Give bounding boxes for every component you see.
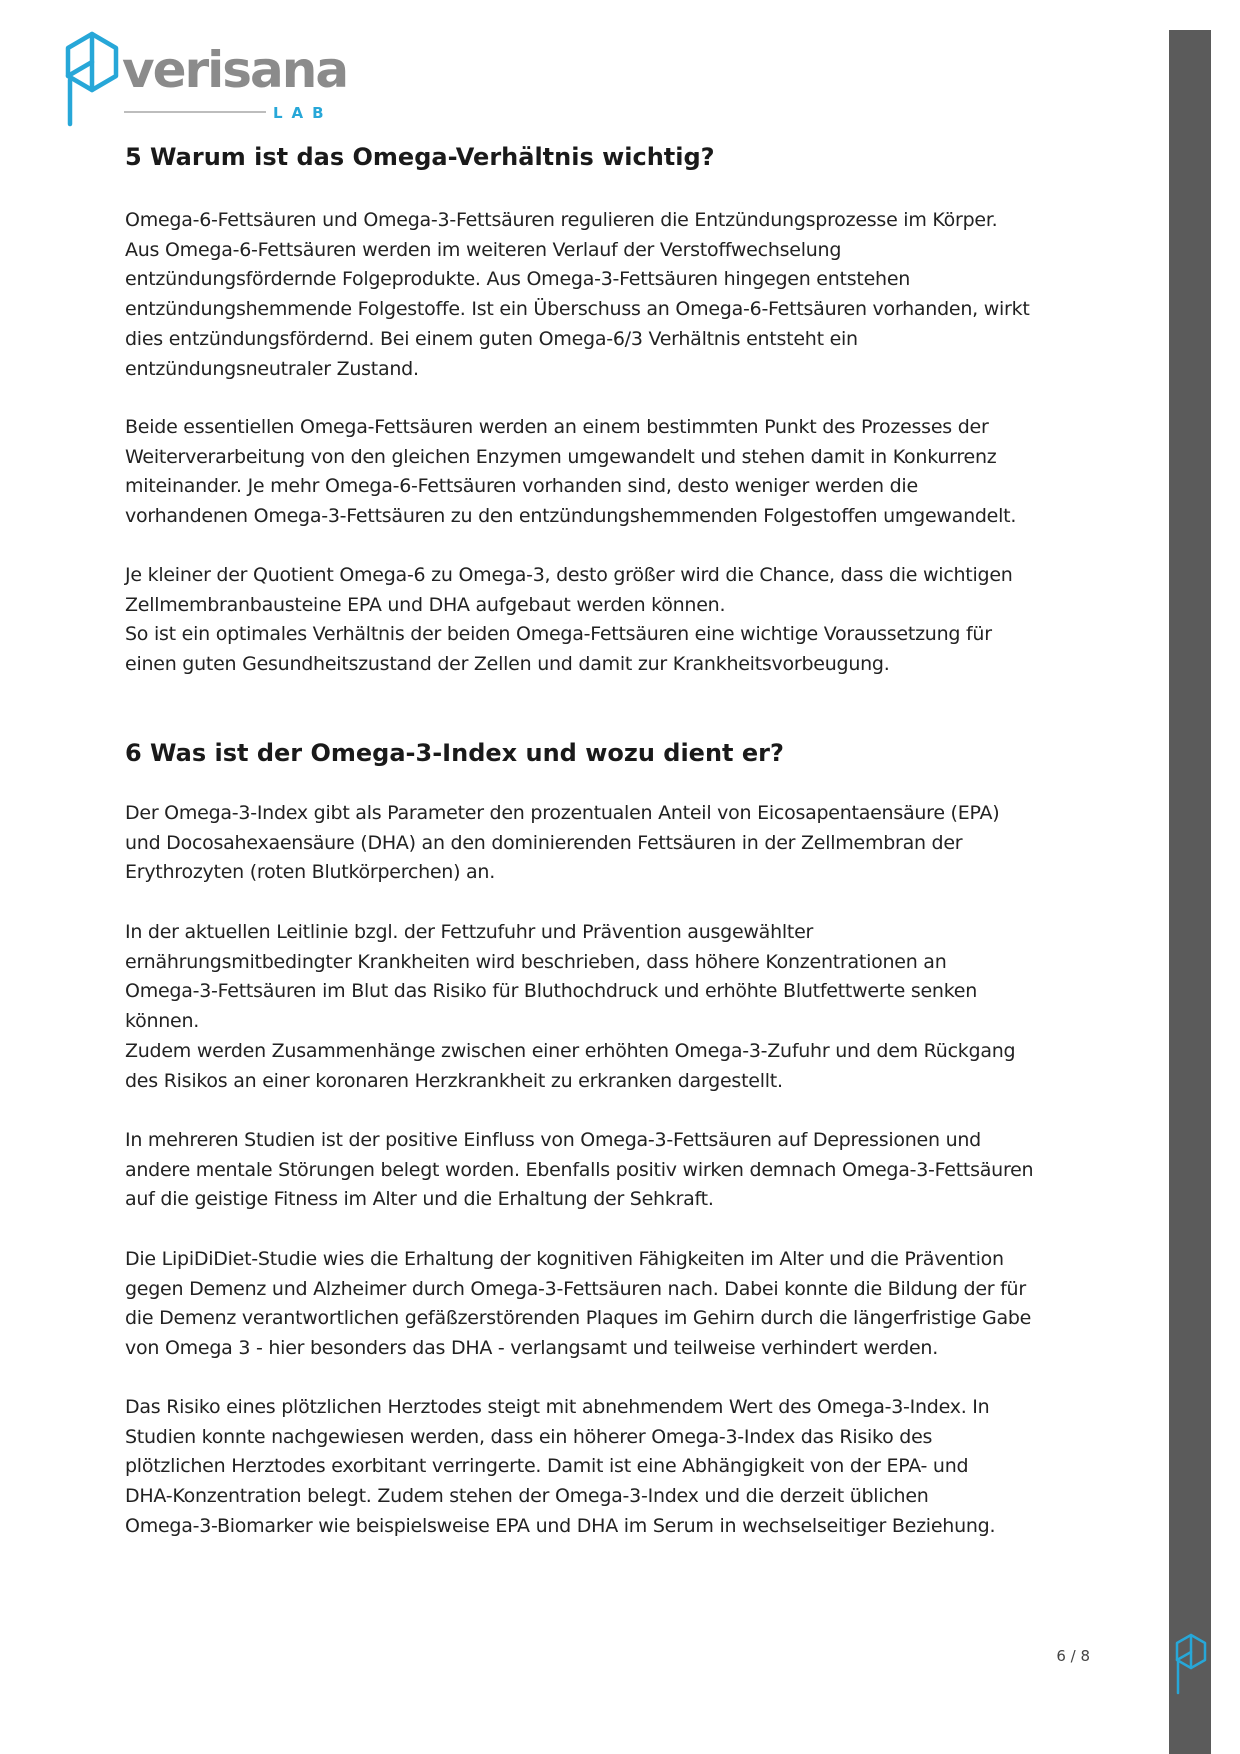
text-line: Omega-6-Fettsäuren und Omega-3-Fettsäuren regulieren die Entzündungsprozesse im Körper.: [125, 209, 998, 231]
section-heading: 6 Was ist der Omega-3-Index und wozu dient er?: [125, 739, 784, 767]
text-line: Je kleiner der Quotient Omega-6 zu Omega-3, desto größer wird die Chance, dass die wichtigen: [125, 564, 1013, 586]
text-line: gegen Demenz und Alzheimer durch Omega-3-Fettsäuren nach. Dabei konnte die Bildung der für: [125, 1277, 1026, 1300]
text-line: plötzlichen Herztodes exorbitant verringerte. Damit ist eine Abhängigkeit von der EPA- und: [125, 1455, 969, 1478]
text-line: andere mentale Störungen belegt worden. Ebenfalls positiv wirken demnach Omega-3-Fettsäuren: [125, 1158, 1034, 1181]
text-line: Zudem werden Zusammenhänge zwischen einer erhöhten Omega-3-Zufuhr und dem Rückgang: [125, 1039, 1016, 1062]
hexagon-pin-icon: [68, 34, 116, 124]
text-line: Weiterverarbeitung von den gleichen Enzymen umgewandelt und stehen damit in Konkurrenz: [125, 445, 997, 468]
text-line: So ist ein optimales Verhältnis der beiden Omega-Fettsäuren eine wichtige Voraussetzung für: [125, 623, 992, 646]
paragraph: [125, 561, 1013, 680]
text-line: und Docosahexaensäure (DHA) an den dominierenden Fettsäuren in der Zellmembran der: [125, 831, 963, 854]
text-line: Studien konnte nachgewiesen werden, dass ein höherer Omega-3-Index das Risiko des: [125, 1425, 933, 1448]
text-line: vorhandenen Omega-3-Fettsäuren zu den entzündungshemmenden Folgestoffen umgewandelt.: [125, 505, 1017, 528]
logo-wordmark: verisana: [122, 41, 348, 99]
sidebar-logo-mark: [1169, 1633, 1211, 1699]
verisana-lab-logo: [58, 30, 378, 128]
text-line: Aus Omega-6-Fettsäuren werden im weiteren Verlauf der Verstoffwechselung: [125, 238, 842, 261]
text-line: Das Risiko eines plötzlichen Herztodes steigt mit abnehmendem Wert des Omega-3-Index. In: [125, 1396, 990, 1418]
text-line: Beide essentiellen Omega-Fettsäuren werden an einem bestimmten Punkt des Prozesses der: [125, 416, 989, 438]
hexagon-pin-icon: [1177, 1635, 1205, 1693]
logo-subtext: LAB: [273, 104, 333, 122]
text-line: In mehreren Studien ist der positive Einfluss von Omega-3-Fettsäuren auf Depressionen und: [125, 1129, 981, 1151]
paragraph: [125, 413, 1016, 532]
text-line: Die LipiDiDiet-Studie wies die Erhaltung der kognitiven Fähigkeiten im Alter und die Prävention: [125, 1248, 1004, 1270]
text-line: entzündungsfördernde Folgeprodukte. Aus Omega-3-Fettsäuren hingegen entstehen: [125, 268, 911, 291]
text-line: Erythrozyten (roten Blutkörperchen) an.: [125, 861, 496, 884]
text-line: Omega-3-Biomarker wie beispielsweise EPA und DHA im Serum in wechselseitiger Beziehung.: [125, 1514, 996, 1537]
text-line: dies entzündungsfördernd. Bei einem guten Omega-6/3 Verhältnis entsteht ein: [125, 327, 858, 350]
text-line: des Risikos an einer koronaren Herzkrankheit zu erkranken dargestellt.: [125, 1069, 783, 1092]
text-line: entzündungsneutraler Zustand.: [125, 357, 419, 380]
text-line: die Demenz verantwortlichen gefäßzerstörenden Plaques im Gehirn durch die längerfristige Gabe: [125, 1307, 1032, 1330]
paragraph: [125, 206, 1030, 384]
text-line: auf die geistige Fitness im Alter und die Erhaltung der Sehkraft.: [125, 1188, 714, 1211]
sidebar-strip: [1169, 30, 1211, 1754]
text-line: Zellmembranbausteine EPA und DHA aufgebaut werden können.: [125, 593, 726, 616]
text-line: Omega-3-Fettsäuren im Blut das Risiko für Bluthochdruck und erhöhte Blutfettwerte senken: [125, 980, 978, 1003]
paragraph: [125, 918, 1015, 1096]
text-line: ernährungsmitbedingter Krankheiten wird beschrieben, dass höhere Konzentrationen an: [125, 950, 947, 973]
text-line: In der aktuellen Leitlinie bzgl. der Fettzufuhr und Prävention ausgewählter: [125, 921, 814, 943]
text-line: einen guten Gesundheitszustand der Zellen und damit zur Krankheitsvorbeugung.: [125, 653, 890, 676]
paragraph: [125, 1245, 1031, 1364]
text-line: von Omega 3 - hier besonders das DHA - verlangsamt und teilweise verhindert werden.: [125, 1337, 938, 1360]
text-line: miteinander. Je mehr Omega-6-Fettsäuren vorhanden sind, desto weniger werden die: [125, 475, 918, 498]
page-number: 6 / 8: [1056, 1647, 1090, 1665]
paragraph: [125, 1126, 1033, 1215]
text-line: DHA-Konzentration belegt. Zudem stehen der Omega-3-Index und die derzeit üblichen: [125, 1485, 929, 1508]
paragraph: [125, 1393, 995, 1542]
text-line: entzündungshemmende Folgestoffe. Ist ein Überschuss an Omega-6-Fettsäuren vorhanden, wirkt: [125, 298, 1030, 321]
paragraph: [125, 799, 999, 888]
text-line: Der Omega-3-Index gibt als Parameter den prozentualen Anteil von Eicosapentaensäure (EPA): [125, 802, 1000, 824]
section-heading: 5 Warum ist das Omega-Verhältnis wichtig?: [125, 143, 715, 171]
text-line: können.: [125, 1010, 200, 1033]
